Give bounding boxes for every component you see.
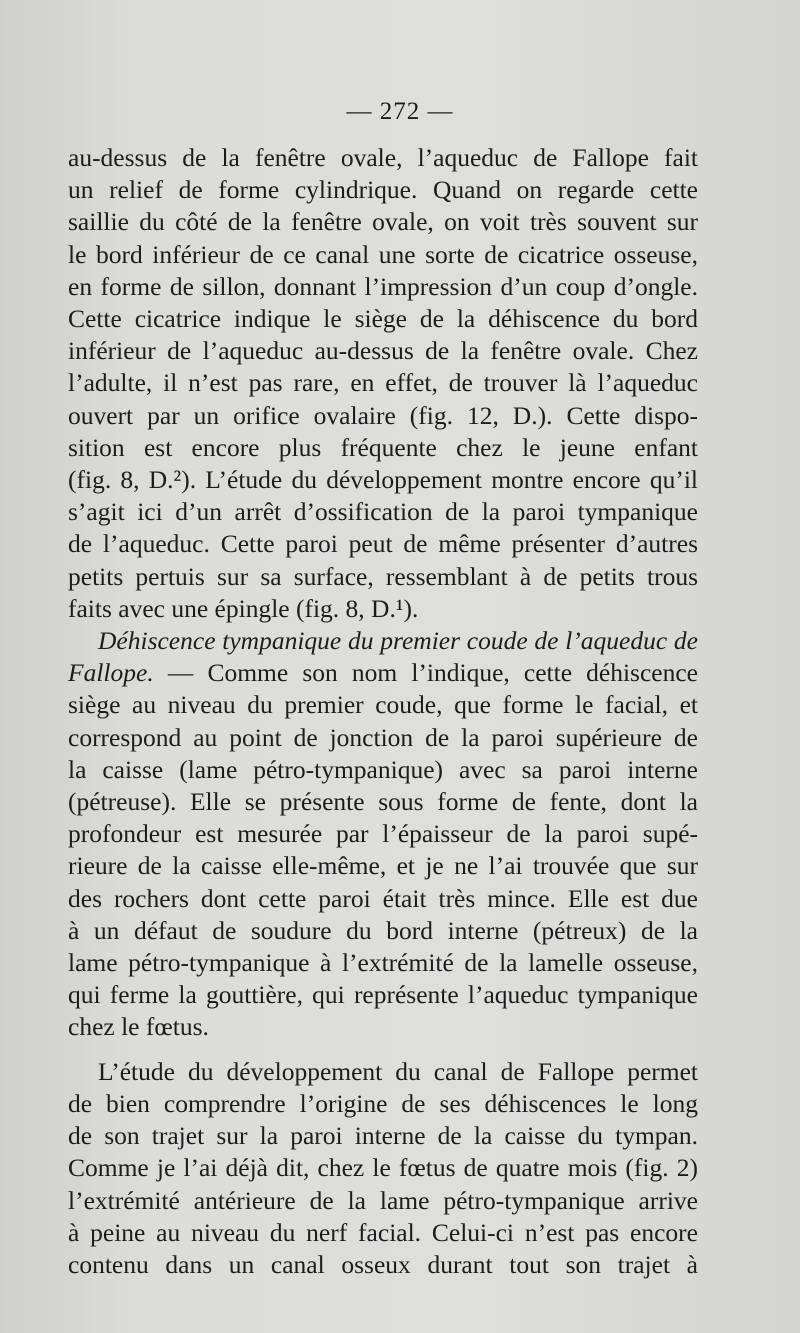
text-line: l’extrémité antérieure de la lame pétro-tympanique arrive — [68, 1185, 698, 1215]
body-text — [68, 142, 698, 1281]
paragraph-spacer — [68, 1044, 698, 1056]
text-line: au-dessus de la fenêtre ovale, l’aqueduc de Fallope fait — [68, 143, 698, 172]
text-line: de l’aqueduc. Cette paroi peut de même présenter d’autres — [68, 529, 698, 559]
text-line: de son trajet sur la paroi interne de la caisse du tympan. — [68, 1121, 698, 1151]
text-line: sition est encore plus fréquente chez le jeune enfant — [68, 432, 698, 462]
text-line: des rochers dont cette paroi était très mince. Elle est due — [68, 883, 698, 913]
paragraph-2 — [68, 625, 698, 1044]
paragraph-3 — [68, 1056, 698, 1281]
page-number: — 272 — — [346, 98, 454, 125]
text-line: de bien comprendre l’origine de ses déhiscences le long — [68, 1088, 698, 1118]
heading-text: Déhiscence tympanique du premier coude de l’aqueduc de — [98, 626, 698, 656]
text-line: un relief de forme cylindrique. Quand on regarde cette — [68, 175, 698, 205]
text-line: la caisse (lame pétro-tympanique) avec sa paroi interne — [68, 754, 698, 784]
text-line: chez le fœtus. — [68, 1012, 209, 1042]
text-line: Cette cicatrice indique le siège de la déhiscence du bord — [68, 304, 698, 334]
text-line: ouvert par un orifice ovalaire (fig. 12, D.). Cette dispo- — [68, 400, 698, 430]
text-line — [68, 657, 698, 689]
text-line: saillie du côté de la fenêtre ovale, on voit très souvent sur — [68, 207, 698, 237]
text-line: siège au niveau du premier coude, que forme le facial, et — [68, 690, 698, 720]
text-line: rieure de la caisse elle-même, et je ne l’ai trouvée que sur — [68, 851, 698, 881]
text-line: contenu dans un canal osseux durant tout son trajet à — [68, 1249, 698, 1279]
text-line: s’agit ici d’un arrêt d’ossification de la paroi tympanique — [68, 497, 698, 527]
text-line: (pétreuse). Elle se présente sous forme de fente, dont la — [68, 787, 698, 817]
text-line: petits pertuis sur sa surface, ressemblant à de petits trous — [68, 561, 698, 591]
text-line: à peine au niveau du nerf facial. Celui-ci n’est pas encore — [68, 1217, 698, 1247]
text-line: profondeur est mesurée par l’épaisseur de la paroi supé- — [68, 819, 698, 849]
text-line: L’étude du développement du canal de Fallope permet — [98, 1056, 698, 1086]
text-line: qui ferme la gouttière, qui représente l’aqueduc tympanique — [68, 980, 698, 1010]
text-line: le bord inférieur de ce canal une sorte de cicatrice osseuse, — [68, 239, 698, 269]
heading-text-end: Fallope. — [68, 658, 154, 688]
text-line: faits avec une épingle (fig. 8, D.¹). — [68, 593, 419, 623]
section-heading — [68, 625, 698, 657]
text-line: lame pétro-tympanique à l’extrémité de la lamelle osseuse, — [68, 948, 698, 978]
text-line: correspond au point de jonction de la paroi supérieure de — [68, 722, 698, 752]
text-line: à un défaut de soudure du bord interne (pétreux) de la — [68, 915, 698, 945]
text-line: (fig. 8, D.²). L’étude du développement montre encore qu’il — [68, 465, 698, 495]
text-line: en forme de sillon, donnant l’impression d’un coup d’ongle. — [68, 271, 698, 301]
text-line: inférieur de l’aqueduc au-dessus de la fenêtre ovale. Chez — [68, 336, 698, 366]
paragraph-1 — [68, 142, 698, 625]
text-line: l’adulte, il n’est pas rare, en effet, de trouver là l’aqueduc — [68, 368, 698, 398]
text-fragment: — Comme son nom l’indique, cette déhiscence — [153, 658, 698, 688]
text-line: Comme je l’ai déjà dit, chez le fœtus de quatre mois (fig. 2) — [68, 1153, 698, 1183]
